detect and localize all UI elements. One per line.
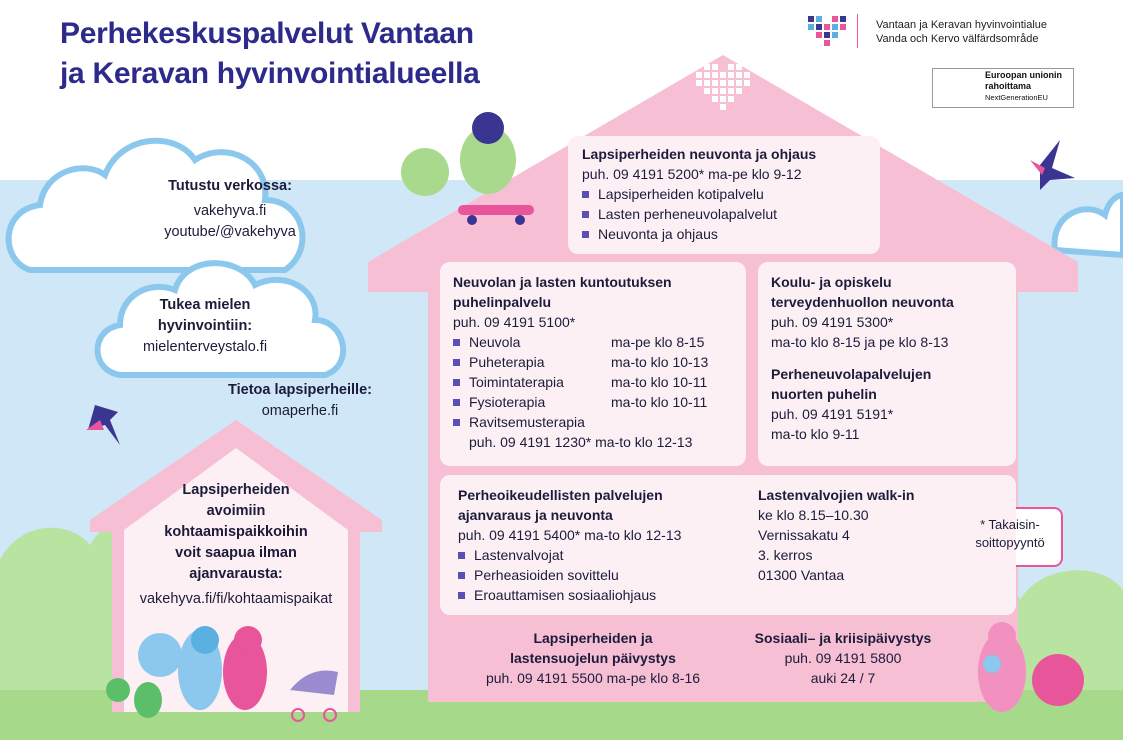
oncall-heading-2: lastensuojelun päivystys: [510, 650, 676, 666]
organization-name: [876, 18, 1047, 46]
list-item-label: Lastenvalvojat: [474, 547, 564, 563]
bullet-icon: [453, 359, 460, 366]
bullet-icon: [458, 552, 465, 559]
online-link-vakehyva[interactable]: vakehyva.fi: [193, 203, 267, 219]
title-line-1: Perhekeskuspalvelut Vantaan: [60, 17, 474, 50]
ravitsemus-phone: puh. 09 4191 1230* ma-to klo 12-13: [469, 434, 693, 450]
org-name-fi: Vantaan ja Keravan hyvinvointialue: [876, 19, 1048, 31]
list-item: [582, 184, 880, 204]
callback-line-2: soittopyyntö: [975, 535, 1045, 550]
child-protection-oncall: [448, 628, 738, 688]
service-hours: ma-to klo 10-13: [611, 354, 709, 370]
eu-line-2: rahoittama: [985, 81, 1032, 91]
oncall-heading-1: Lapsiperheiden ja: [533, 630, 653, 646]
meeting-heading-1: Lapsiperheiden: [182, 482, 290, 498]
family-guidance-heading: Lapsiperheiden neuvonta ja ohjaus: [582, 146, 817, 162]
card-neuvola: [440, 262, 746, 466]
legal-heading-2: ajanvaraus ja neuvonta: [458, 507, 613, 523]
neuvola-phone: puh. 09 4191 5100*: [453, 314, 576, 330]
mental-link[interactable]: mielenterveystalo.fi: [142, 339, 268, 355]
service-name: Toimintaterapia: [469, 374, 564, 390]
eu-funding-text: [985, 70, 1062, 103]
walkin-street: Vernissakatu 4: [758, 527, 850, 543]
bullet-icon: [453, 379, 460, 386]
list-item: [582, 204, 880, 224]
card-family-law: [440, 475, 1016, 615]
walkin-time: ke klo 8.15–10.30: [758, 507, 869, 523]
crisis-heading: Sosiaali– ja kriisipäivystys: [754, 630, 932, 646]
service-name: Ravitsemusterapia: [469, 414, 585, 430]
card-school-health: [758, 262, 1016, 466]
legal-heading-1: Perheoikeudellisten palvelujen: [458, 487, 663, 503]
online-link-youtube[interactable]: youtube/@vakehyva: [164, 224, 296, 240]
neuvola-heading-2: puhelinpalvelu: [453, 294, 552, 310]
families-link[interactable]: omaperhe.fi: [261, 403, 339, 419]
youth-heading-1: Perheneuvolapalvelujen: [771, 366, 932, 382]
bullet-icon: [458, 572, 465, 579]
meeting-heading-2: avoimiin: [206, 503, 266, 519]
list-item: [453, 412, 746, 432]
family-guidance-phone: puh. 09 4191 5200* ma-pe klo 9-12: [582, 166, 802, 182]
mental-health-section: [95, 295, 315, 358]
families-heading: Tietoa lapsiperheille:: [228, 382, 372, 398]
meeting-heading-3: kohtaamispaikkoihin: [164, 524, 308, 540]
service-name: Puheterapia: [469, 354, 545, 370]
school-hours: ma-to klo 8-15 ja pe klo 8-13: [771, 334, 949, 350]
school-heading-2: terveydenhuollon neuvonta: [771, 294, 954, 310]
title-line-2: ja Keravan hyvinvointialueella: [60, 57, 480, 90]
crisis-hours: auki 24 / 7: [810, 670, 876, 686]
mental-heading-1: Tukea mielen: [159, 297, 251, 313]
service-hours: ma-to klo 10-11: [611, 394, 708, 410]
bullet-icon: [582, 211, 589, 218]
card-family-guidance: [568, 136, 880, 254]
list-item: [453, 372, 746, 392]
list-item: [453, 392, 746, 412]
list-item: [458, 565, 681, 585]
list-item-label: Lapsiperheiden kotipalvelu: [598, 186, 764, 202]
service-hours: ma-to klo 10-11: [611, 374, 708, 390]
list-item: [582, 224, 880, 244]
service-name: Neuvola: [469, 334, 521, 350]
bullet-icon: [453, 419, 460, 426]
meeting-heading-4: voit saapua ilman: [175, 545, 297, 561]
list-item-label: Lasten perheneuvolapalvelut: [598, 206, 778, 222]
callback-line-1: * Takaisin-: [980, 517, 1040, 532]
legal-phone: puh. 09 4191 5400* ma-to klo 12-13: [458, 527, 682, 543]
list-item-label: Eroauttamisen sosiaaliohjaus: [474, 587, 657, 603]
bullet-icon: [453, 399, 460, 406]
bullet-icon: [582, 231, 589, 238]
walkin-floor: 3. kerros: [758, 547, 813, 563]
online-section: [110, 176, 350, 243]
oncall-phone: puh. 09 4191 5500 ma-pe klo 8-16: [485, 670, 701, 686]
mental-heading-2: hyvinvointiin:: [157, 318, 253, 334]
bullet-icon: [453, 339, 460, 346]
bullet-icon: [458, 592, 465, 599]
meeting-link[interactable]: vakehyva.fi/fi/kohtaamispaikat: [139, 591, 333, 607]
families-info-section: [200, 380, 400, 422]
meeting-places-section: [96, 480, 376, 610]
list-item: [453, 352, 746, 372]
service-hours: ma-pe klo 8-15: [611, 334, 705, 350]
eu-line-3: NextGenerationEU: [985, 93, 1048, 102]
list-item: [458, 545, 681, 565]
school-heading-1: Koulu- ja opiskelu: [771, 274, 892, 290]
online-heading: Tutustu verkossa:: [168, 178, 292, 194]
meeting-heading-5: ajanvarausta:: [189, 566, 283, 582]
eu-line-1: Euroopan unionin: [985, 70, 1062, 80]
org-name-sv: Vanda och Kervo välfärdsområde: [876, 33, 1039, 45]
youth-hours: ma-to klo 9-11: [771, 426, 860, 442]
service-name: Fysioterapia: [469, 394, 546, 410]
walkin-city: 01300 Vantaa: [758, 567, 845, 583]
youth-heading-2: nuorten puhelin: [771, 386, 877, 402]
crisis-oncall: [738, 628, 948, 688]
crisis-phone: puh. 09 4191 5800: [784, 650, 902, 666]
list-item-label: Perheasioiden sovittelu: [474, 567, 619, 583]
callback-note: [960, 516, 1060, 552]
page-title: [60, 14, 480, 94]
hyvinvointialue-logo: [808, 14, 858, 48]
list-item: [453, 332, 746, 352]
neuvola-heading-1: Neuvolan ja lasten kuntoutuksen: [453, 274, 672, 290]
school-phone: puh. 09 4191 5300*: [771, 314, 894, 330]
youth-phone: puh. 09 4191 5191*: [771, 406, 894, 422]
list-item: [458, 585, 681, 605]
list-item-label: Neuvonta ja ohjaus: [598, 226, 718, 242]
bullet-icon: [582, 191, 589, 198]
walkin-heading: Lastenvalvojien walk-in: [758, 487, 915, 503]
